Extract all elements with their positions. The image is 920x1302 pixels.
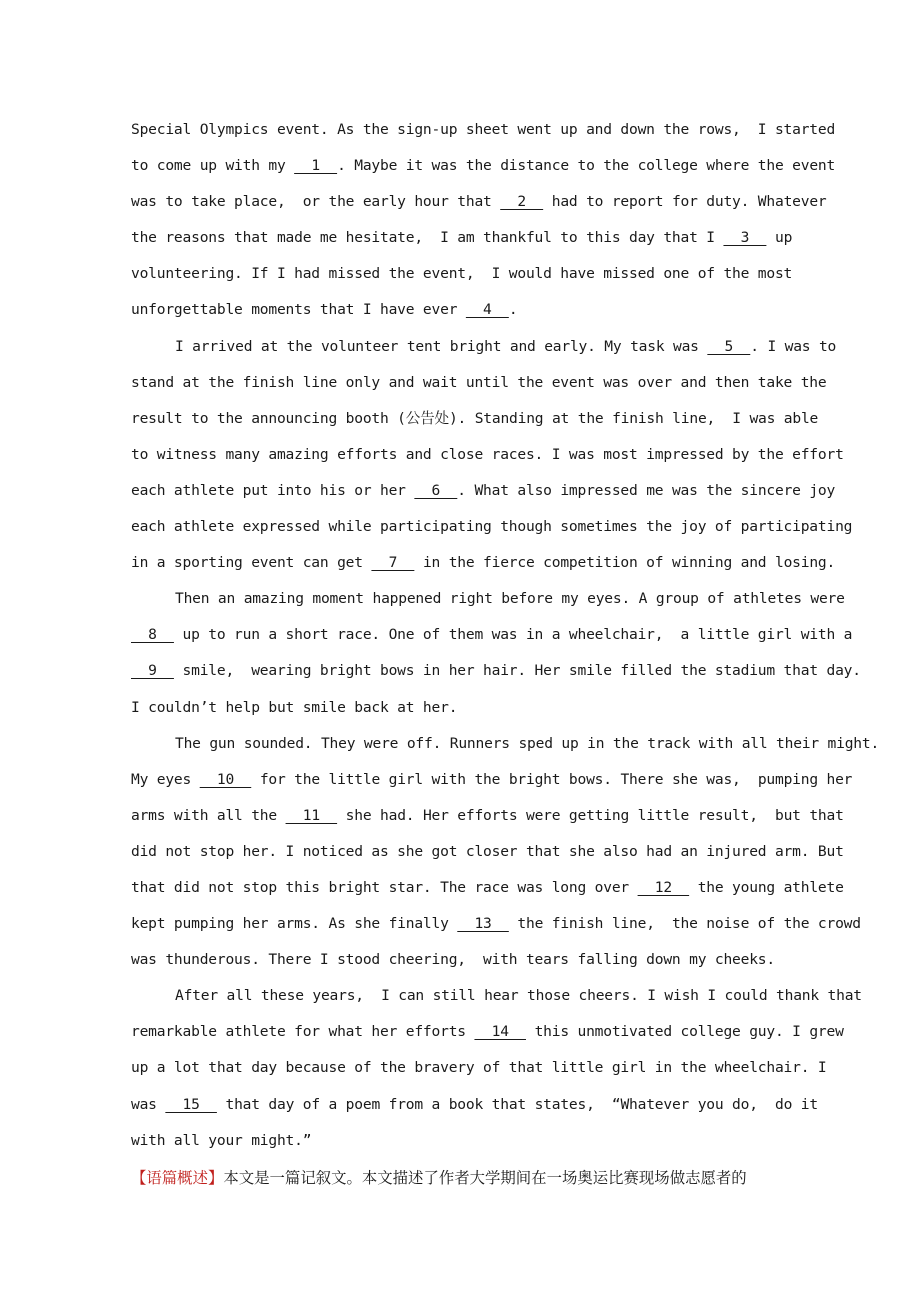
- passage-line: My eyes 10 for the little girl with the bright bows. There she was, pumping her: [131, 770, 853, 788]
- cloze-passage: [131, 112, 880, 1159]
- passage-line: was thunderous. There I stood cheering, with tears falling down my cheeks.: [131, 951, 775, 969]
- passage-line: each athlete expressed while participating though sometimes the joy of participating: [131, 518, 853, 536]
- blank-6: 6: [414, 481, 458, 499]
- blank-3: 3: [723, 229, 767, 247]
- passage-line: remarkable athlete for what her efforts 14 this unmotivated college guy. I grew: [131, 1023, 844, 1041]
- blank-15: 15: [165, 1095, 217, 1113]
- blank-10: 10: [199, 770, 252, 788]
- passage-line: was to take place, or the early hour that 2 had to report for duty. Whatever: [131, 193, 827, 211]
- passage-line: 9 smile, wearing bright bows in her hair. Her smile filled the stadium that day.: [131, 662, 861, 680]
- passage-line: After all these years, I can still hear those cheers. I wish I could thank that: [175, 987, 862, 1005]
- passage-line: with all your might.”: [131, 1131, 312, 1149]
- passage-line: Then an amazing moment happened right before my eyes. A group of athletes were: [175, 590, 845, 608]
- blank-13: 13: [457, 915, 509, 933]
- blank-2: 2: [500, 193, 544, 211]
- passage-summary: [131, 1160, 811, 1196]
- passage-line: 8 up to run a short race. One of them was in a wheelchair, a little girl with a: [131, 626, 853, 644]
- passage-line: arms with all the 11 she had. Her efforts were getting little result, but that: [131, 806, 844, 824]
- blank-1: 1: [294, 157, 338, 175]
- blank-7: 7: [371, 554, 415, 572]
- passage-line: Special Olympics event. As the sign-up sheet went up and down the rows, I started: [131, 121, 836, 138]
- passage-line: was 15 that day of a poem from a book that states, “Whatever you do, do it: [131, 1095, 818, 1113]
- passage-line: I couldn’t help but smile back at her.: [131, 698, 458, 716]
- passage-line: stand at the finish line only and wait until the event was over and then take the: [131, 373, 827, 391]
- passage-line: volunteering. If I had missed the event, I would have missed one of the most: [131, 265, 793, 283]
- passage-line: I arrived at the volunteer tent bright and early. My task was 5 . I was to: [175, 337, 837, 355]
- passage-line: did not stop her. I noticed as she got closer that she also had an injured arm. But: [131, 842, 844, 860]
- passage-line: that did not stop this bright star. The race was long over 12 the young athlete: [131, 878, 844, 896]
- blank-12: 12: [637, 878, 690, 896]
- summary-text: 本文是一篇记叙文。本文描述了作者大学期间在一场奥运比赛现场做志愿者的: [223, 1169, 747, 1187]
- passage-line: in a sporting event can get 7 in the fierce competition of winning and losing.: [131, 554, 836, 572]
- passage-line: up a lot that day because of the bravery of that little girl in the wheelchair. I: [131, 1059, 827, 1077]
- summary-tag: 【语篇概述】: [131, 1169, 224, 1187]
- blank-4: 4: [465, 301, 509, 319]
- passage-line: each athlete put into his or her 6 . What also impressed me was the sincere joy: [131, 481, 836, 499]
- blank-5: 5: [707, 337, 751, 355]
- passage-line: kept pumping her arms. As she finally 13 the finish line, the noise of the crowd: [131, 915, 861, 933]
- blank-8: 8: [131, 626, 174, 644]
- blank-14: 14: [474, 1023, 526, 1041]
- blank-9: 9: [131, 662, 174, 680]
- blank-11: 11: [285, 806, 338, 824]
- passage-line: result to the announcing booth (公告处). Standing at the finish line, I was able: [131, 409, 819, 427]
- passage-line: unforgettable moments that I have ever 4 .: [131, 301, 518, 319]
- passage-line: The gun sounded. They were off. Runners sped up in the track with all their might.: [175, 734, 880, 752]
- passage-line: the reasons that made me hesitate, I am thankful to this day that I 3 up: [131, 229, 793, 247]
- passage-line: to come up with my 1 . Maybe it was the distance to the college where the event: [131, 157, 836, 175]
- passage-line: to witness many amazing efforts and close races. I was most impressed by the effort: [131, 445, 844, 463]
